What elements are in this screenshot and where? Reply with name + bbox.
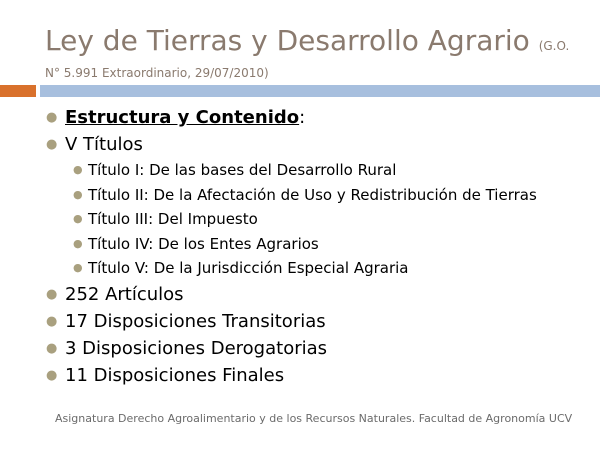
bullet-icon: ● [73,236,83,250]
derogatorias-text: 3 Disposiciones Derogatorias [65,337,328,359]
sub-list-item-titulo-1 [40,158,595,183]
bullet-icon: ● [73,163,83,176]
sub-list-item-titulo-5 [40,256,595,281]
titulo-text: Título I: De las bases del Desarrollo Rural [88,161,397,179]
list-item-derogatorias [40,335,595,362]
list-item-articulos [40,281,595,308]
heading-colon: : [299,107,306,128]
titulo-text: Título III: Del Impuesto [88,210,258,228]
titulo-text: Título IV: De los Entes Agrarios [88,234,319,253]
accent-bar-orange [0,85,36,97]
bullet-icon: ● [46,110,58,125]
slide-title [45,24,590,81]
bullet-list [40,104,595,389]
list-item-finales [40,362,595,389]
bullet-icon: ● [73,261,83,274]
list-item-titulos [40,131,595,158]
list-item-heading [40,104,595,131]
bullet-icon: ● [73,187,83,201]
structure-heading: Estructura y Contenido [65,107,300,128]
sub-list-item-titulo-4 [40,232,595,257]
bullet-icon: ● [46,367,58,383]
sub-list-item-titulo-3 [40,207,595,232]
bullet-icon: ● [46,286,58,302]
titulos-label: V Títulos [65,134,143,155]
title-text: Ley de Tierras y Desarrollo Agrario [45,24,530,57]
accent-bar-blue [40,85,600,97]
bullet-icon: ● [73,212,83,225]
title-subtitle: N° 5.991 Extraordinario, 29/07/2010) [45,66,269,80]
sub-list-item-titulo-2 [40,183,595,208]
articulos-text: 252 Artículos [65,283,184,305]
bullet-icon: ● [46,313,58,329]
slide-footer: Asignatura Derecho Agroalimentario y de los Recursos Naturales. Facultad de Agronomía UCV [55,412,573,425]
bullet-icon: ● [46,137,58,152]
finales-text: 11 Disposiciones Finales [65,364,285,386]
list-item-transitorias [40,308,595,335]
titulo-text: Título II: De la Afectación de Uso y Redistribución de Tierras [88,185,537,204]
title-suffix: (G.O. [538,39,570,53]
bullet-icon: ● [46,340,58,356]
titulo-text: Título V: De la Jurisdicción Especial Agraria [88,259,409,277]
transitorias-text: 17 Disposiciones Transitorias [65,310,326,332]
